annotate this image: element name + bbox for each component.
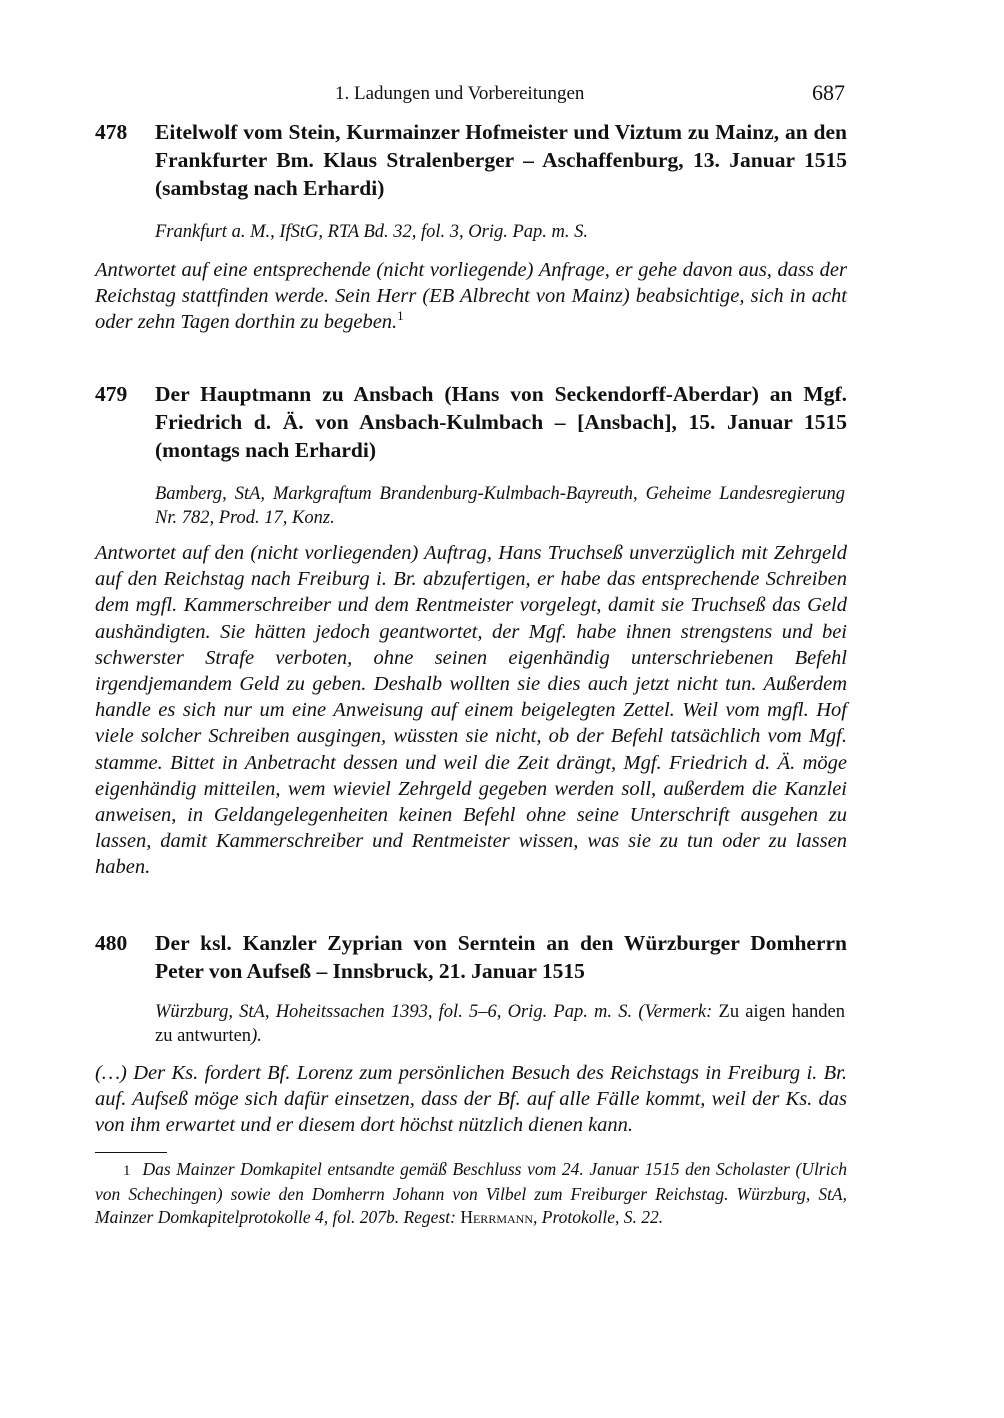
entry-number: 478 <box>95 120 128 144</box>
regest-text: Antwortet auf eine entsprechende (nicht vorliegende) Anfrage, er gehe davon aus, dass der Reichstag stattfinden werde. Sein Herr (EB Albrecht von Mainz) beabsichtige, sich in acht oder zehn Tagen dorthin zu begeben. <box>95 259 847 334</box>
running-head <box>95 80 845 108</box>
entry-number: 479 <box>95 382 128 406</box>
entry-title: Eitelwolf vom Stein, Kurmainzer Hofmeister und Viztum zu Mainz, an den Frankfurter Bm. Klaus Stralenberger – Aschaffenburg, 13. Januar 1515 (sambstag nach Erhardi) <box>155 120 847 200</box>
entry-title: Der ksl. Kanzler Zyprian von Serntein an den Würzburger Domherrn Peter von Aufseß – Innsbruck, 21. Januar 1515 <box>155 931 847 983</box>
entry-478-heading <box>95 118 847 202</box>
source-quote: Zu aigen handen zu antwurten <box>155 1002 845 1046</box>
entry-480-regest: (…) Der Ks. fordert Bf. Lorenz zum persönlichen Besuch des Reichstags in Freiburg i. Br. auf. Aufseß möge sich dafür einsetzen, dass der Bf. auf alle Fälle kommt, weil der Ks. das von ihm erwartet und er diesem dort höchst nützlich dienen kann. <box>95 1062 847 1137</box>
entry-479-heading <box>95 380 847 464</box>
entry-478-source: Frankfurt a. M., IfStG, RTA Bd. 32, fol. 3, Orig. Pap. m. S. <box>155 222 589 242</box>
entry-479-source: Bamberg, StA, Markgraftum Brandenburg-Kulmbach-Bayreuth, Geheime Landesregierung Nr. 782, Prod. 17, Konz. <box>155 484 845 528</box>
footnote-author: Herrmann <box>460 1207 533 1227</box>
entry-478-regest <box>95 257 847 336</box>
entry-title: Der Hauptmann zu Ansbach (Hans von Seckendorff-Aberdar) an Mgf. Friedrich d. Ä. von Ansbach-Kulmbach – [Ansbach], 15. Januar 1515 (montags nach Erhardi) <box>155 382 847 462</box>
footnote-rule <box>95 1152 167 1153</box>
entry-480-heading <box>95 929 847 985</box>
footnote-ref: 1 <box>397 308 404 324</box>
entry-480-source: Würzburg, StA, Hoheitssachen 1393, fol. 5–6, Orig. Pap. m. S. (Vermerk: Zu aigen handen zu antwurten). <box>155 1002 845 1046</box>
entry-number: 480 <box>95 931 128 955</box>
footnote-number: 1 <box>123 1163 131 1179</box>
page-number: 687 <box>812 80 845 105</box>
footnote: 1 Das Mainzer Domkapitel entsandte gemäß Beschluss vom 24. Januar 1515 den Scholaster (Ulrich von Schechingen) sowie den Domherrn Johann von Vilbel zum Freiburger Reichstag. Würzburg, StA, Mainzer Domkapitelprotokolle 4, fol. 207b. Regest: Herrmann, Protokolle, S. 22. <box>95 1159 847 1227</box>
entry-479-regest: Antwortet auf den (nicht vorliegenden) Auftrag, Hans Truchseß unverzüglich mit Zehrgeld auf den Reichstag nach Freiburg i. Br. abzufertigen, er habe das entsprechende Schreiben dem mgfl. Kammerschreiber und dem Rentmeister vorgelegt, damit sie Truchseß das Geld aushändigten. Sie hätten jedoch geantwortet, der Mgf. habe ihnen strengstens und bei schwerster Strafe verboten, ohne seinen eigenhändig unterschriebenen Befehl irgendjemandem Geld zu geben. Deshalb wollten sie dies auch jetzt nicht tun. Außerdem handle es sich nur um eine Anweisung auf einem beigelegten Zettel. Weil vom mgfl. Hof viele solcher Schreiben ausgingen, wüssten sie nicht, ob der Befehl tatsächlich vom Mgf. stamme. Bittet in Anbetracht dessen und weil die Zeit drängt, Mgf. Friedrich d. Ä. möge eigenhändig mitteilen, wem wieviel Zehrgeld gegeben werden soll, außerdem die Kanzlei anweisen, in Geldangelegenheiten keinen Befehl ohne seine Unterschrift ausgehen zu lassen, damit Kammerschreiber und Rentmeister wissen, was sie zu tun oder zu lassen haben. <box>95 542 847 879</box>
section-title: 1. Ladungen und Vorbereitungen <box>335 83 585 104</box>
